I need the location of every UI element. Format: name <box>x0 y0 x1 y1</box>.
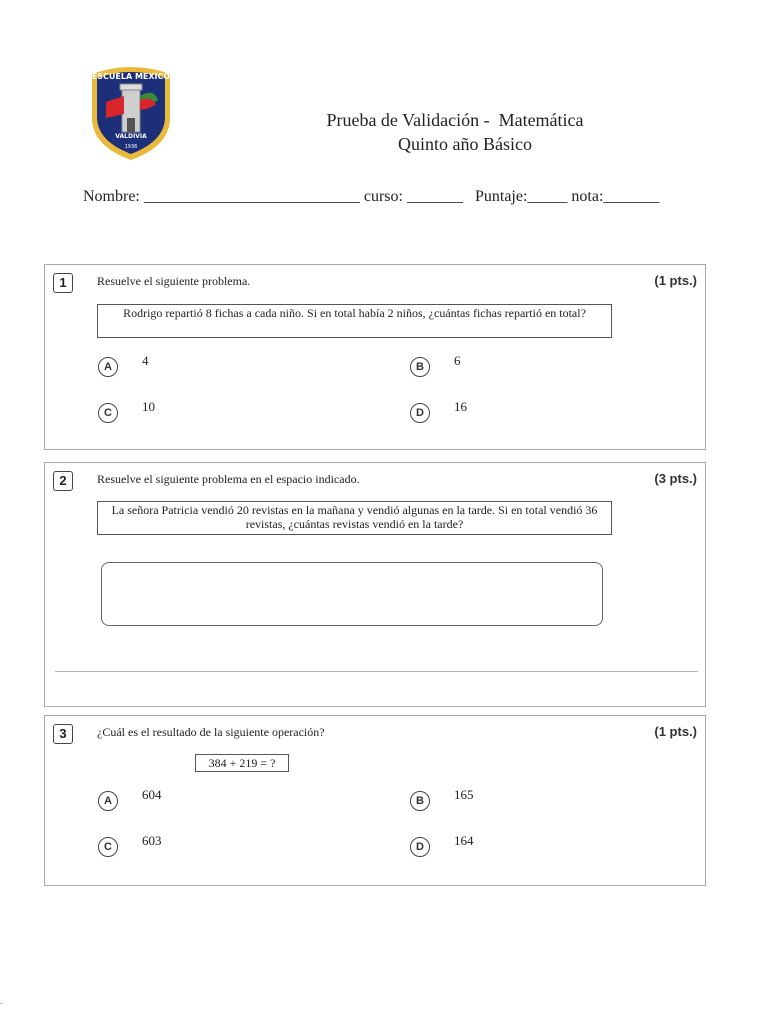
option-letter-circle[interactable]: D <box>410 837 430 857</box>
exam-title-line1: Prueba de Validación - Matemática <box>326 110 584 130</box>
question-prompt: Resuelve el siguiente problema. <box>97 274 251 288</box>
operation-box: 384 + 219 = ? <box>195 754 289 772</box>
option-value: 6 <box>454 353 461 368</box>
option-value: 4 <box>142 353 149 368</box>
option-value: 165 <box>454 787 474 802</box>
logo-year: 1936 <box>124 144 138 150</box>
problem-statement: Rodrigo repartió 8 fichas a cada niño. Si en total había 2 niños, ¿cuántas fichas repartió en total? <box>97 304 612 338</box>
logo-top-text: ESCUELA MEXICO <box>91 72 171 81</box>
student-info-line[interactable]: Nombre: ___________________________ curso: _______ Puntaje:_____ nota:_______ <box>83 188 660 205</box>
exam-title-line2: Quinto año Básico <box>398 134 532 154</box>
question-number: 2 <box>53 471 73 491</box>
question-number: 1 <box>53 273 73 293</box>
option-letter-circle[interactable]: C <box>98 403 118 423</box>
option-value: 16 <box>454 399 467 414</box>
option-value: 164 <box>454 833 474 848</box>
option-letter-circle[interactable]: D <box>410 403 430 423</box>
question-prompt: Resuelve el siguiente problema en el espacio indicado. <box>97 472 360 486</box>
question-1-box <box>44 264 706 450</box>
problem-statement: La señora Patricia vendió 20 revistas en la mañana y vendió algunas en la tarde. Si en total vendió 36 revistas, ¿cuántas revistas vendió en la tarde? <box>97 501 612 535</box>
option-letter-circle[interactable]: B <box>410 357 430 377</box>
school-shield-logo <box>84 62 178 162</box>
question-points: (1 pts.) <box>654 724 697 739</box>
corner-mark: - <box>0 998 4 1009</box>
answer-area[interactable] <box>101 562 603 626</box>
option-value: 603 <box>142 833 162 848</box>
option-value: 10 <box>142 399 155 414</box>
question-points: (1 pts.) <box>654 273 697 288</box>
divider-line <box>55 671 698 672</box>
question-2-box <box>44 462 706 707</box>
option-letter-circle[interactable]: A <box>98 357 118 377</box>
logo-bottom-text: VALDIVIA <box>115 133 147 140</box>
option-letter-circle[interactable]: B <box>410 791 430 811</box>
question-prompt: ¿Cuál es el resultado de la siguiente operación? <box>97 725 325 739</box>
option-value: 604 <box>142 787 162 802</box>
option-letter-circle[interactable]: C <box>98 837 118 857</box>
question-points: (3 pts.) <box>654 471 697 486</box>
exam-title <box>300 108 610 156</box>
question-3-box <box>44 715 706 886</box>
question-number: 3 <box>53 724 73 744</box>
option-letter-circle[interactable]: A <box>98 791 118 811</box>
